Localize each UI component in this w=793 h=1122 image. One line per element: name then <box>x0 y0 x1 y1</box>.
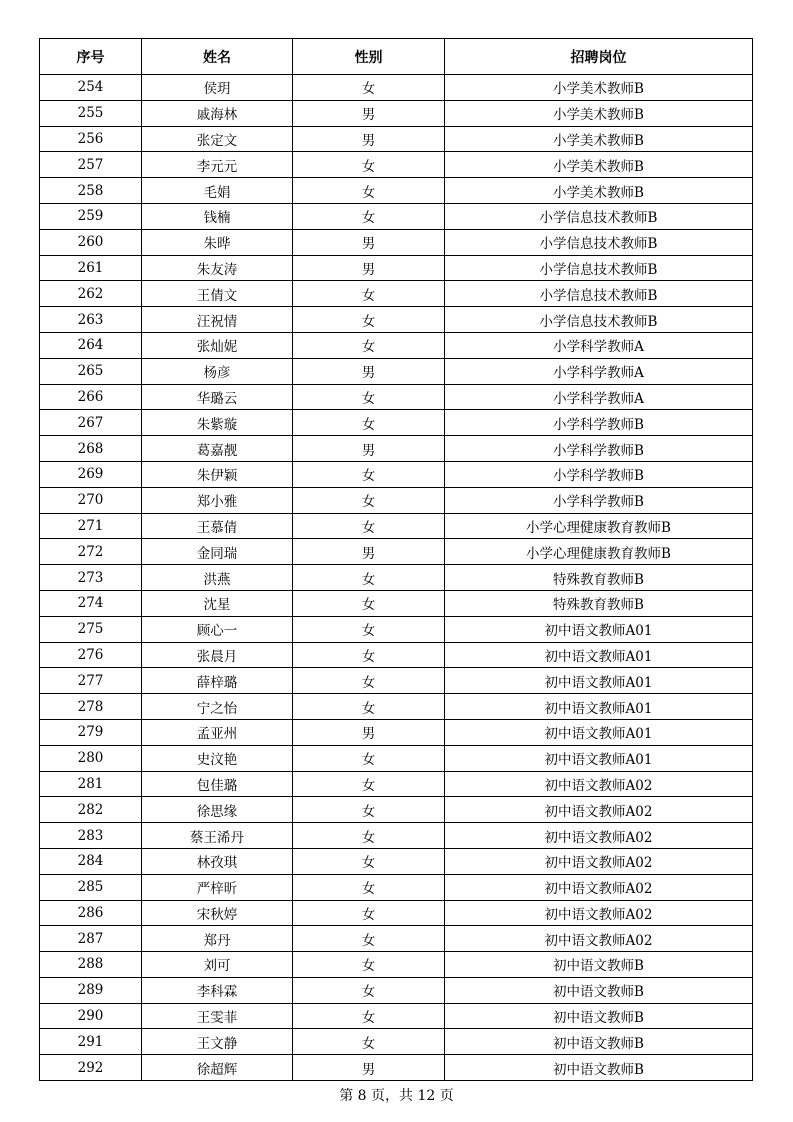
cell-position: 初中语文教师A01 <box>445 668 753 694</box>
cell-serial-number: 279 <box>40 719 142 745</box>
cell-position: 初中语文教师B <box>445 1055 753 1081</box>
cell-name: 朱友涛 <box>142 255 293 281</box>
cell-name: 洪燕 <box>142 565 293 591</box>
cell-name: 华璐云 <box>142 384 293 410</box>
cell-gender: 女 <box>293 771 445 797</box>
table-row <box>40 926 753 952</box>
cell-gender: 女 <box>293 487 445 513</box>
cell-position: 小学科学教师B <box>445 436 753 462</box>
header-name: 姓名 <box>142 39 293 75</box>
cell-serial-number: 291 <box>40 1029 142 1055</box>
table-row <box>40 565 753 591</box>
cell-gender: 男 <box>293 255 445 281</box>
cell-position: 小学美术教师B <box>445 100 753 126</box>
table-row <box>40 358 753 384</box>
cell-serial-number: 287 <box>40 926 142 952</box>
header-serial-number: 序号 <box>40 39 142 75</box>
cell-gender: 男 <box>293 358 445 384</box>
cell-serial-number: 272 <box>40 539 142 565</box>
cell-position: 初中语文教师A01 <box>445 719 753 745</box>
table-row <box>40 719 753 745</box>
cell-name: 钱楠 <box>142 203 293 229</box>
cell-position: 小学心理健康教育教师B <box>445 539 753 565</box>
cell-serial-number: 284 <box>40 848 142 874</box>
cell-serial-number: 292 <box>40 1055 142 1081</box>
cell-name: 孟亚州 <box>142 719 293 745</box>
table-row <box>40 616 753 642</box>
cell-position: 初中语文教师A02 <box>445 848 753 874</box>
cell-name: 林孜琪 <box>142 848 293 874</box>
cell-position: 小学科学教师B <box>445 410 753 436</box>
cell-gender: 女 <box>293 152 445 178</box>
cell-position: 小学科学教师B <box>445 487 753 513</box>
cell-serial-number: 281 <box>40 771 142 797</box>
cell-serial-number: 276 <box>40 642 142 668</box>
cell-position: 初中语文教师A01 <box>445 694 753 720</box>
table-row <box>40 823 753 849</box>
cell-serial-number: 267 <box>40 410 142 436</box>
table-body <box>40 75 753 1081</box>
table-row <box>40 436 753 462</box>
cell-serial-number: 280 <box>40 745 142 771</box>
cell-position: 小学科学教师A <box>445 358 753 384</box>
cell-position: 特殊教育教师B <box>445 590 753 616</box>
table-row <box>40 1029 753 1055</box>
cell-gender: 女 <box>293 513 445 539</box>
cell-position: 初中语文教师B <box>445 977 753 1003</box>
cell-name: 李元元 <box>142 152 293 178</box>
table-row <box>40 642 753 668</box>
cell-name: 包佳璐 <box>142 771 293 797</box>
cell-serial-number: 255 <box>40 100 142 126</box>
cell-name: 王雯菲 <box>142 1003 293 1029</box>
cell-serial-number: 269 <box>40 461 142 487</box>
cell-position: 小学科学教师B <box>445 461 753 487</box>
cell-position: 小学美术教师B <box>445 178 753 204</box>
cell-position: 小学信息技术教师B <box>445 307 753 333</box>
cell-name: 史汶艳 <box>142 745 293 771</box>
cell-gender: 女 <box>293 642 445 668</box>
cell-name: 朱伊颖 <box>142 461 293 487</box>
cell-name: 戚海林 <box>142 100 293 126</box>
table-row <box>40 1055 753 1081</box>
cell-name: 朱晔 <box>142 229 293 255</box>
cell-gender: 女 <box>293 461 445 487</box>
cell-position: 初中语文教师A01 <box>445 745 753 771</box>
cell-gender: 女 <box>293 745 445 771</box>
cell-name: 薛梓璐 <box>142 668 293 694</box>
cell-position: 初中语文教师A02 <box>445 771 753 797</box>
cell-gender: 男 <box>293 100 445 126</box>
cell-position: 特殊教育教师B <box>445 565 753 591</box>
cell-name: 葛嘉靓 <box>142 436 293 462</box>
cell-name: 徐思缘 <box>142 797 293 823</box>
cell-serial-number: 285 <box>40 874 142 900</box>
table-row <box>40 178 753 204</box>
cell-serial-number: 274 <box>40 590 142 616</box>
cell-name: 郑小雅 <box>142 487 293 513</box>
cell-name: 王倩文 <box>142 281 293 307</box>
table-row <box>40 771 753 797</box>
cell-gender: 女 <box>293 384 445 410</box>
cell-name: 金同瑞 <box>142 539 293 565</box>
table-row <box>40 410 753 436</box>
cell-gender: 女 <box>293 307 445 333</box>
table-row <box>40 229 753 255</box>
cell-gender: 女 <box>293 977 445 1003</box>
cell-serial-number: 286 <box>40 900 142 926</box>
cell-position: 小学信息技术教师B <box>445 255 753 281</box>
cell-name: 张定文 <box>142 126 293 152</box>
table-row <box>40 590 753 616</box>
cell-serial-number: 264 <box>40 332 142 358</box>
cell-position: 小学信息技术教师B <box>445 203 753 229</box>
cell-gender: 女 <box>293 203 445 229</box>
table-row <box>40 307 753 333</box>
cell-gender: 女 <box>293 874 445 900</box>
cell-gender: 女 <box>293 1029 445 1055</box>
table-row <box>40 75 753 101</box>
cell-name: 郑丹 <box>142 926 293 952</box>
table-row <box>40 848 753 874</box>
cell-serial-number: 277 <box>40 668 142 694</box>
cell-serial-number: 258 <box>40 178 142 204</box>
table-row <box>40 513 753 539</box>
header-gender: 性别 <box>293 39 445 75</box>
cell-name: 王文静 <box>142 1029 293 1055</box>
cell-name: 张晨月 <box>142 642 293 668</box>
cell-gender: 女 <box>293 616 445 642</box>
cell-position: 小学美术教师B <box>445 75 753 101</box>
cell-gender: 女 <box>293 281 445 307</box>
cell-name: 徐超辉 <box>142 1055 293 1081</box>
cell-serial-number: 288 <box>40 952 142 978</box>
table-row <box>40 1003 753 1029</box>
cell-gender: 女 <box>293 926 445 952</box>
cell-position: 小学心理健康教育教师B <box>445 513 753 539</box>
cell-position: 初中语文教师B <box>445 1029 753 1055</box>
table-row <box>40 332 753 358</box>
table-row <box>40 797 753 823</box>
table-row <box>40 539 753 565</box>
cell-name: 汪祝情 <box>142 307 293 333</box>
cell-name: 侯玥 <box>142 75 293 101</box>
cell-serial-number: 289 <box>40 977 142 1003</box>
cell-serial-number: 282 <box>40 797 142 823</box>
cell-serial-number: 265 <box>40 358 142 384</box>
cell-gender: 女 <box>293 900 445 926</box>
table-row <box>40 281 753 307</box>
cell-serial-number: 259 <box>40 203 142 229</box>
cell-gender: 女 <box>293 1003 445 1029</box>
cell-name: 严梓昕 <box>142 874 293 900</box>
table-row <box>40 487 753 513</box>
cell-gender: 女 <box>293 590 445 616</box>
cell-gender: 女 <box>293 75 445 101</box>
cell-serial-number: 271 <box>40 513 142 539</box>
cell-serial-number: 256 <box>40 126 142 152</box>
cell-gender: 女 <box>293 178 445 204</box>
cell-gender: 女 <box>293 668 445 694</box>
cell-serial-number: 254 <box>40 75 142 101</box>
cell-name: 蔡王浠丹 <box>142 823 293 849</box>
table-row <box>40 100 753 126</box>
cell-serial-number: 261 <box>40 255 142 281</box>
table-row <box>40 461 753 487</box>
table-row <box>40 874 753 900</box>
cell-gender: 男 <box>293 539 445 565</box>
cell-position: 初中语文教师B <box>445 952 753 978</box>
table-row <box>40 203 753 229</box>
cell-name: 毛娟 <box>142 178 293 204</box>
cell-name: 沈星 <box>142 590 293 616</box>
cell-gender: 女 <box>293 952 445 978</box>
table-row <box>40 668 753 694</box>
cell-name: 朱紫璇 <box>142 410 293 436</box>
cell-position: 小学美术教师B <box>445 152 753 178</box>
cell-name: 王慕倩 <box>142 513 293 539</box>
cell-name: 杨彦 <box>142 358 293 384</box>
cell-position: 初中语文教师A02 <box>445 900 753 926</box>
cell-name: 顾心一 <box>142 616 293 642</box>
cell-gender: 女 <box>293 848 445 874</box>
cell-serial-number: 283 <box>40 823 142 849</box>
cell-gender: 女 <box>293 565 445 591</box>
table-row <box>40 900 753 926</box>
table-row <box>40 384 753 410</box>
cell-position: 初中语文教师A02 <box>445 926 753 952</box>
table-row <box>40 977 753 1003</box>
cell-position: 初中语文教师A02 <box>445 797 753 823</box>
cell-gender: 男 <box>293 126 445 152</box>
cell-gender: 男 <box>293 436 445 462</box>
cell-name: 张灿妮 <box>142 332 293 358</box>
cell-serial-number: 260 <box>40 229 142 255</box>
cell-serial-number: 262 <box>40 281 142 307</box>
cell-gender: 女 <box>293 797 445 823</box>
cell-position: 初中语文教师A01 <box>445 642 753 668</box>
cell-gender: 女 <box>293 823 445 849</box>
recruitment-list-table <box>39 38 753 1081</box>
cell-name: 刘可 <box>142 952 293 978</box>
table-row <box>40 745 753 771</box>
cell-position: 初中语文教师A02 <box>445 823 753 849</box>
cell-gender: 女 <box>293 410 445 436</box>
cell-gender: 男 <box>293 1055 445 1081</box>
table-row <box>40 152 753 178</box>
cell-position: 小学美术教师B <box>445 126 753 152</box>
table-row <box>40 126 753 152</box>
cell-gender: 女 <box>293 332 445 358</box>
cell-serial-number: 273 <box>40 565 142 591</box>
cell-position: 初中语文教师A01 <box>445 616 753 642</box>
cell-position: 小学信息技术教师B <box>445 229 753 255</box>
cell-name: 李科霖 <box>142 977 293 1003</box>
cell-serial-number: 268 <box>40 436 142 462</box>
cell-position: 小学科学教师A <box>445 332 753 358</box>
cell-position: 初中语文教师B <box>445 1003 753 1029</box>
page-footer: 第 8 页，共 12 页 <box>339 1088 454 1104</box>
cell-serial-number: 278 <box>40 694 142 720</box>
cell-serial-number: 270 <box>40 487 142 513</box>
cell-position: 小学科学教师A <box>445 384 753 410</box>
table-row <box>40 255 753 281</box>
cell-serial-number: 266 <box>40 384 142 410</box>
cell-gender: 男 <box>293 719 445 745</box>
table-header-row <box>40 39 753 75</box>
cell-serial-number: 275 <box>40 616 142 642</box>
cell-name: 宁之怡 <box>142 694 293 720</box>
cell-gender: 女 <box>293 694 445 720</box>
cell-position: 小学信息技术教师B <box>445 281 753 307</box>
table-row <box>40 952 753 978</box>
cell-serial-number: 263 <box>40 307 142 333</box>
cell-name: 宋秋婷 <box>142 900 293 926</box>
cell-gender: 男 <box>293 229 445 255</box>
cell-serial-number: 290 <box>40 1003 142 1029</box>
header-position: 招聘岗位 <box>445 39 753 75</box>
cell-position: 初中语文教师A02 <box>445 874 753 900</box>
table-row <box>40 694 753 720</box>
cell-serial-number: 257 <box>40 152 142 178</box>
